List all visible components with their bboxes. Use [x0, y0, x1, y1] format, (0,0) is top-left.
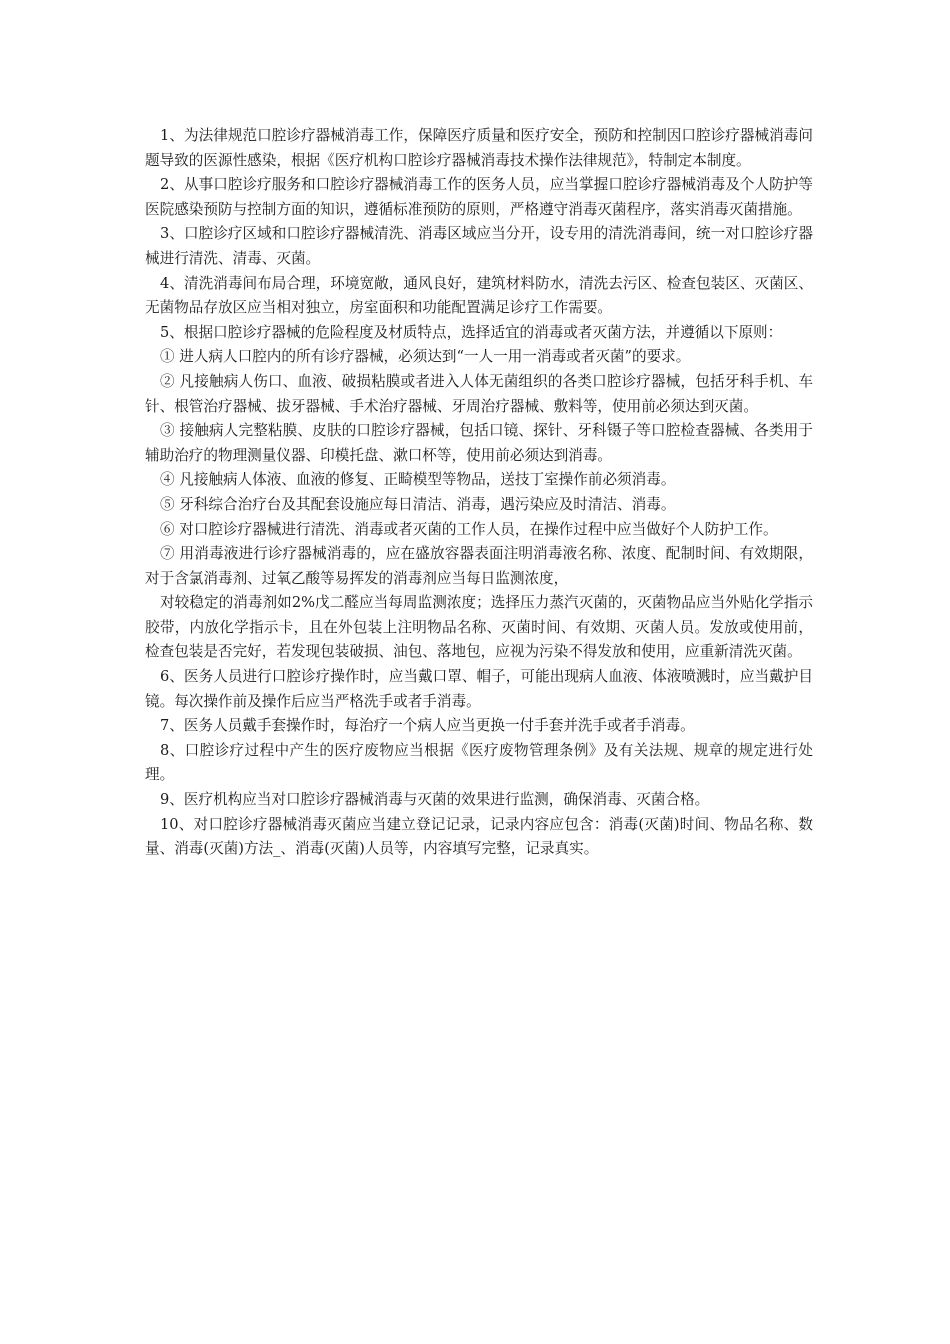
principle-4: ④ 凡接触病人体液、血液的修复、正畸模型等物品，送技丁室操作前必须消毒。 [160, 471, 676, 489]
paragraph-1: 1、为法律规范口腔诊疗器械消毒工作，保障医疗质量和医疗安全，预防和控制因口腔诊疗器械消毒问题导致的医源性感染，根据《医疗机构口腔诊疗器械消毒技术操作法律规范》，特制定本制度。 [145, 127, 813, 169]
principle-7-continued: 对较稳定的消毒剂如2%戊二醛应当每周监测浓度；选择压力蒸汽灭菌的，灭菌物品应当外贴化学指示胶带，内放化学指示卡，且在外包装上注明物品名称、灭菌时间、有效期、灭菌人员。发放或使用前，检查包装是否完好，若发现包装破损、油包、落地包，应视为污染不得发放和使用，应重新清洗灭菌。 [145, 594, 813, 661]
paragraph-3: 3、口腔诊疗区域和口腔诊疗器械清洗、消毒区域应当分开，设专用的清洗消毒间，统一对口腔诊疗器械进行清洗、清毒、灭菌。 [145, 225, 813, 267]
principle-7: ⑦ 用消毒液进行诊疗器械消毒的，应在盛放容器表面注明消毒液名称、浓度、配制时间、有效期限，对于含氯消毒剂、过氧乙酸等易挥发的消毒剂应当每日监测浓度， [145, 545, 813, 587]
document-body [145, 124, 813, 862]
paragraph-7: 7、医务人员戴手套操作时，每治疗一个病人应当更换一付手套并洗手或者手消毒。 [160, 717, 695, 735]
principle-5: ⑤ 牙科综合治疗台及其配套设施应每日清洁、消毒，遇污染应及时清洁、消毒。 [160, 495, 676, 513]
paragraph-10: 10、对口腔诊疗器械消毒灭菌应当建立登记记录，记录内容应包含：消毒(灭菌)时间、物品名称、数量、消毒(灭菌)方法_、消毒(灭菌)人员等，内容填写完整，记录真实。 [145, 815, 813, 858]
principle-2: ② 凡接触病人伤口、血液、破损粘膜或者进入人体无菌组织的各类口腔诊疗器械，包括牙科手机、车针、根管治疗器械、拔牙器械、手术治疗器械、牙周治疗器械、敷料等，使用前必须达到灭菌。 [145, 372, 813, 415]
principle-3: ③ 接触病人完整粘膜、皮肤的口腔诊疗器械，包括口镜、探针、牙科镊子等口腔检查器械、各类用于辅助治疗的物理测量仪器、印模托盘、漱口杯等，使用前必须达到消毒。 [145, 422, 813, 464]
paragraph-2: 2、从事口腔诊疗服务和口腔诊疗器械消毒工作的医务人员，应当掌握口腔诊疗器械消毒及个人防护等医院感染预防与控制方面的知识，遵循标准预防的原则，严格遵守消毒灭菌程序，落实消毒灭菌措施。 [145, 176, 813, 218]
paragraph-8: 8、口腔诊疗过程中产生的医疗废物应当根据《医疗废物管理条例》及有关法规、规章的规定进行处理。 [145, 741, 813, 784]
paragraph-6: 6、医务人员进行口腔诊疗操作时，应当戴口罩、帽子，可能出现病人血液、体液喷溅时，应当戴护目镜。每次操作前及操作后应当严格洗手或者手消毒。 [145, 668, 813, 710]
paragraph-5: 5、根据口腔诊疗器械的危险程度及材质特点，选择适宜的消毒或者灭菌方法，并遵循以下原则： [160, 323, 783, 341]
principle-1: ① 进人病人口腔内的所有诊疗器械，必须达到“一人一用一消毒或者灭菌”的要求。 [160, 348, 691, 366]
paragraph-4: 4、清洗消毒间布局合理，环境宽敞，通风良好，建筑材料防水，清洗去污区、检查包装区、灭菌区、无菌物品存放区应当相对独立，房室面积和功能配置满足诊疗工作需要。 [145, 274, 813, 317]
principle-6: ⑥ 对口腔诊疗器械进行清洗、消毒或者灭菌的工作人员，在操作过程中应当做好个人防护工作。 [160, 520, 778, 538]
paragraph-9: 9、医疗机构应当对口腔诊疗器械消毒与灭菌的效果进行监测，确保消毒、灭菌合格。 [160, 791, 710, 809]
